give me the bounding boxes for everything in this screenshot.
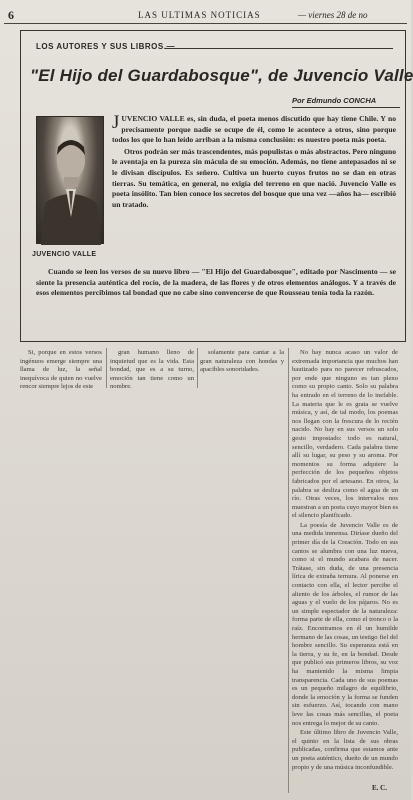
page-number: 6	[8, 8, 14, 22]
author-portrait	[36, 116, 104, 244]
drop-cap: J	[112, 112, 120, 133]
byline: Por Edmundo CONCHA	[292, 96, 377, 105]
body-column-3	[200, 349, 284, 385]
portrait-figure	[37, 117, 105, 245]
body-text: La poesía de Juvencio Valle es de una medida inmensa. Diríase dueño del primer día de la Creación. Todo en sus cantos se alumbra con una luz nueva, como si el mundo acabara de nacer. Trátase, sin duda, de una presencia lírica de extraña ternura. Al ponerse en contacto con ella, el lector percibe el aliento de los árboles, el rumor de las aguas y el vuelo de los pájaros. No es un simple espectador de la naturaleza: forma parte de ella, como el tronco o la raíz. Encontramos en él un humilde hermano de las cosas, un testigo fiel del hombre sencillo. Su esperanza está en la tierra, y su fe, en la bondad. Desde que publicó sus primeros libros, su voz ha mantenido la misma limpia transparencia. Cada uno de sus poemas es un pequeño milagro de equilibrio, donde la emoción y la forma se funden sin esfuerzo. Así, tocando con mano leve las cosas más sencillas, el poeta nos entrega lo mejor de su canto.	[292, 521, 398, 727]
masthead-rule	[4, 23, 407, 24]
lead-paragraph-1-text: UVENCIO VALLE es, sin duda, el poeta menos discutido que hay tiene Chile. Y no precisamente porque nadie se ocupe de él, como le acontece a otros, sino porque todos los que lo han leído arriban a la misma conclusión: es nuestro poeta más poeta.	[112, 114, 396, 145]
column-divider	[106, 348, 107, 388]
body-text: Este último libro de Juvencio Valle, el quinto en la lista de sus obras publicadas, confirma que estamos ante un poeta auténtico, dueño de un mundo propio y de una música inconfundible.	[292, 729, 398, 771]
body-text: gran humano lleno de inquietud que es la vida. Esta bondad, que es a su turno, emoción tan tiene como un nombre.	[110, 349, 194, 391]
issue-date: — viernes 28 de no	[298, 10, 368, 20]
newspaper-name: LAS ULTIMAS NOTICIAS	[138, 10, 261, 20]
column-divider	[197, 348, 198, 388]
lead-paragraph-1	[112, 114, 396, 146]
lead-paragraph-3: Cuando se leen los versos de su nuevo libro — "El Hijo del Guardabosque", editado por Nascimento — se siente la presencia auténtica del rocío, de la madera, de las flores y de otros elementos análogos. Y a través de esos elementos percibimos tal bondad que no cabe sino convencerse de que Rousseau tenía toda la razón.	[36, 267, 396, 298]
portrait-caption: JUVENCIO VALLE	[32, 251, 97, 258]
body-text: Si, porque en estos versos ingénuos emerge siempre una llama de luz, la señal inequívoca de quien no vuelve rencor siempre lejos de este	[20, 349, 102, 391]
lead-paragraph-2: Otros podrán ser más trascendentes, más populistas o más abstractos. Pero ninguno le aventaja en la pureza sin mácula de su emoción. Además, no tiene antepasados ni se le divisan discípulos. Es señero. Cultiva un huerto cuyos frutos no se dan en otras tierras. Su temática, en general, no exigía del terreno en que nació. Juvencio Valle es poeta insólito. Tan bien conoce los secretos del bosque que una vez —años ha— escribió un tratado.	[112, 146, 396, 209]
body-text: solamente para cantar a la gran naturaleza con hondas y apacibles sonoridades.	[200, 349, 284, 374]
body-text: No hay nunca acaso un valor de extremada importancia que muchos han bautizado para no parecer rebuscados, por ende que ninguno es tan pleno como su propio canto. Solo su palabra ha entrado en el terreno de lo inefable. La materia que le es grata se vuelve música, y así, de tal modo, los poemas nos llegan con la frescura de lo recién nacido. No hay en sus versos un solo gesto impostado: todo es natural, sencillo, verdadero. Cada palabra tiene allí su lugar, su peso y su aroma. Por momentos su forma adquiere la perfección de los pequeños objetos fabricados por el artesano. En otros, la palabra se desliza como el agua de un río. Otras veces, los intervalos nos muestran a un poeta cuyo mayor bien es el silencio planificado.	[292, 349, 399, 520]
body-column-1	[20, 349, 102, 391]
author-initials: E. C.	[372, 784, 387, 792]
column-divider	[288, 348, 289, 793]
body-column-4	[292, 349, 398, 789]
article-title: "El Hijo del Guardabosque", de Juvencio Valle	[30, 66, 413, 85]
section-rule	[165, 48, 393, 49]
byline-rule	[292, 107, 400, 108]
section-heading: LOS AUTORES Y SUS LIBROS.—	[36, 42, 175, 51]
masthead	[6, 8, 406, 22]
body-column-2	[110, 349, 194, 391]
article-lead-wide	[36, 267, 396, 299]
article-lead	[112, 114, 396, 211]
